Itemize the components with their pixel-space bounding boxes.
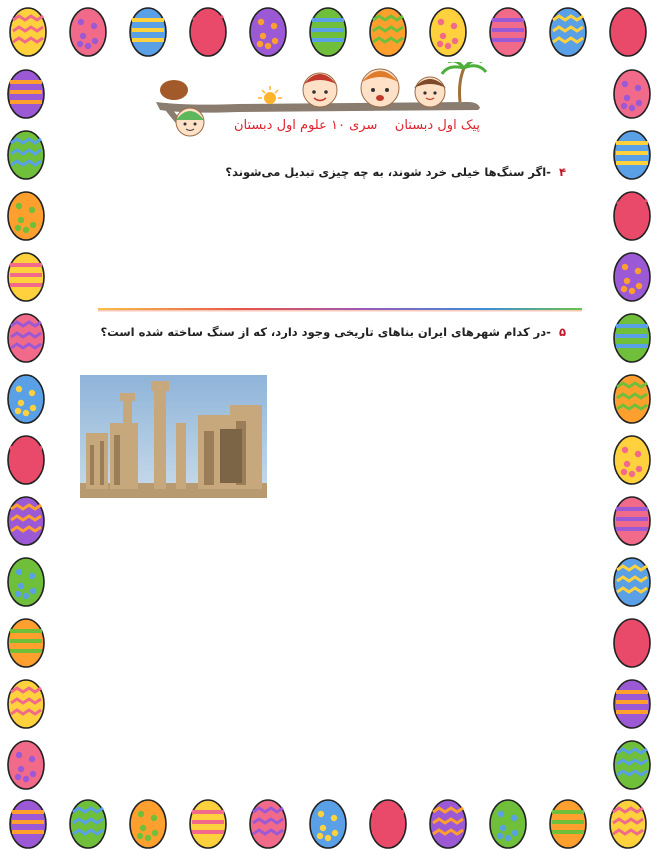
series-title: سری ۱۰ علوم اول دبستان [234, 118, 378, 133]
easter-egg-icon [250, 800, 286, 848]
question-4 [225, 165, 566, 179]
easter-egg-icon [10, 800, 46, 848]
easter-egg-icon [70, 8, 106, 56]
easter-egg-icon [614, 375, 650, 423]
ball-icon [160, 80, 188, 100]
easter-egg-icon [614, 192, 650, 240]
persepolis-photo [80, 375, 267, 498]
easter-egg-icon [614, 314, 650, 362]
question-text: -اگر سنگ‌ها خیلی خرد شوند، به چه چیزی تبدیل می‌شوند؟ [225, 165, 551, 179]
easter-egg-icon [8, 741, 44, 789]
header-banner [148, 62, 488, 144]
easter-egg-icon [490, 8, 526, 56]
easter-egg-icon [370, 800, 406, 848]
easter-egg-icon [190, 8, 226, 56]
school-title: پیک اول دبستان [394, 118, 480, 133]
easter-egg-icon [250, 8, 286, 56]
easter-egg-icon [614, 741, 650, 789]
easter-egg-icon [430, 8, 466, 56]
easter-egg-icon [8, 253, 44, 301]
easter-egg-icon [614, 558, 650, 606]
easter-egg-icon [8, 436, 44, 484]
palm-tree-icon [460, 68, 465, 102]
easter-egg-icon [70, 800, 106, 848]
easter-egg-icon [490, 800, 526, 848]
question-5 [100, 325, 566, 339]
question-number: ۴ [558, 165, 566, 179]
easter-egg-icon [370, 8, 406, 56]
easter-egg-icon [550, 8, 586, 56]
question-number: ۵ [558, 325, 566, 339]
easter-egg-icon [614, 497, 650, 545]
easter-egg-icon [614, 619, 650, 667]
easter-egg-icon [610, 800, 646, 848]
easter-egg-icon [8, 497, 44, 545]
easter-egg-icon [10, 8, 46, 56]
easter-egg-icon [8, 70, 44, 118]
easter-egg-icon [614, 70, 650, 118]
easter-egg-icon [8, 192, 44, 240]
easter-egg-icon [8, 619, 44, 667]
easter-egg-icon [8, 558, 44, 606]
easter-egg-icon [614, 436, 650, 484]
easter-egg-icon [310, 800, 346, 848]
easter-egg-icon [8, 131, 44, 179]
easter-egg-icon [8, 680, 44, 728]
sun-icon [264, 92, 276, 104]
easter-egg-icon [130, 8, 166, 56]
easter-egg-icon [430, 800, 466, 848]
easter-egg-icon [610, 8, 646, 56]
easter-egg-icon [310, 8, 346, 56]
easter-egg-icon [190, 800, 226, 848]
easter-egg-icon [8, 314, 44, 362]
easter-egg-icon [614, 253, 650, 301]
easter-egg-icon [614, 131, 650, 179]
question-text: -در کدام شهرهای ایران بناهای تاریخی وجود دارد، که از سنگ ساخته شده است؟ [100, 325, 551, 339]
easter-egg-icon [8, 375, 44, 423]
easter-egg-icon [130, 800, 166, 848]
rainbow-divider [98, 308, 582, 312]
easter-egg-icon [614, 680, 650, 728]
easter-egg-icon [550, 800, 586, 848]
